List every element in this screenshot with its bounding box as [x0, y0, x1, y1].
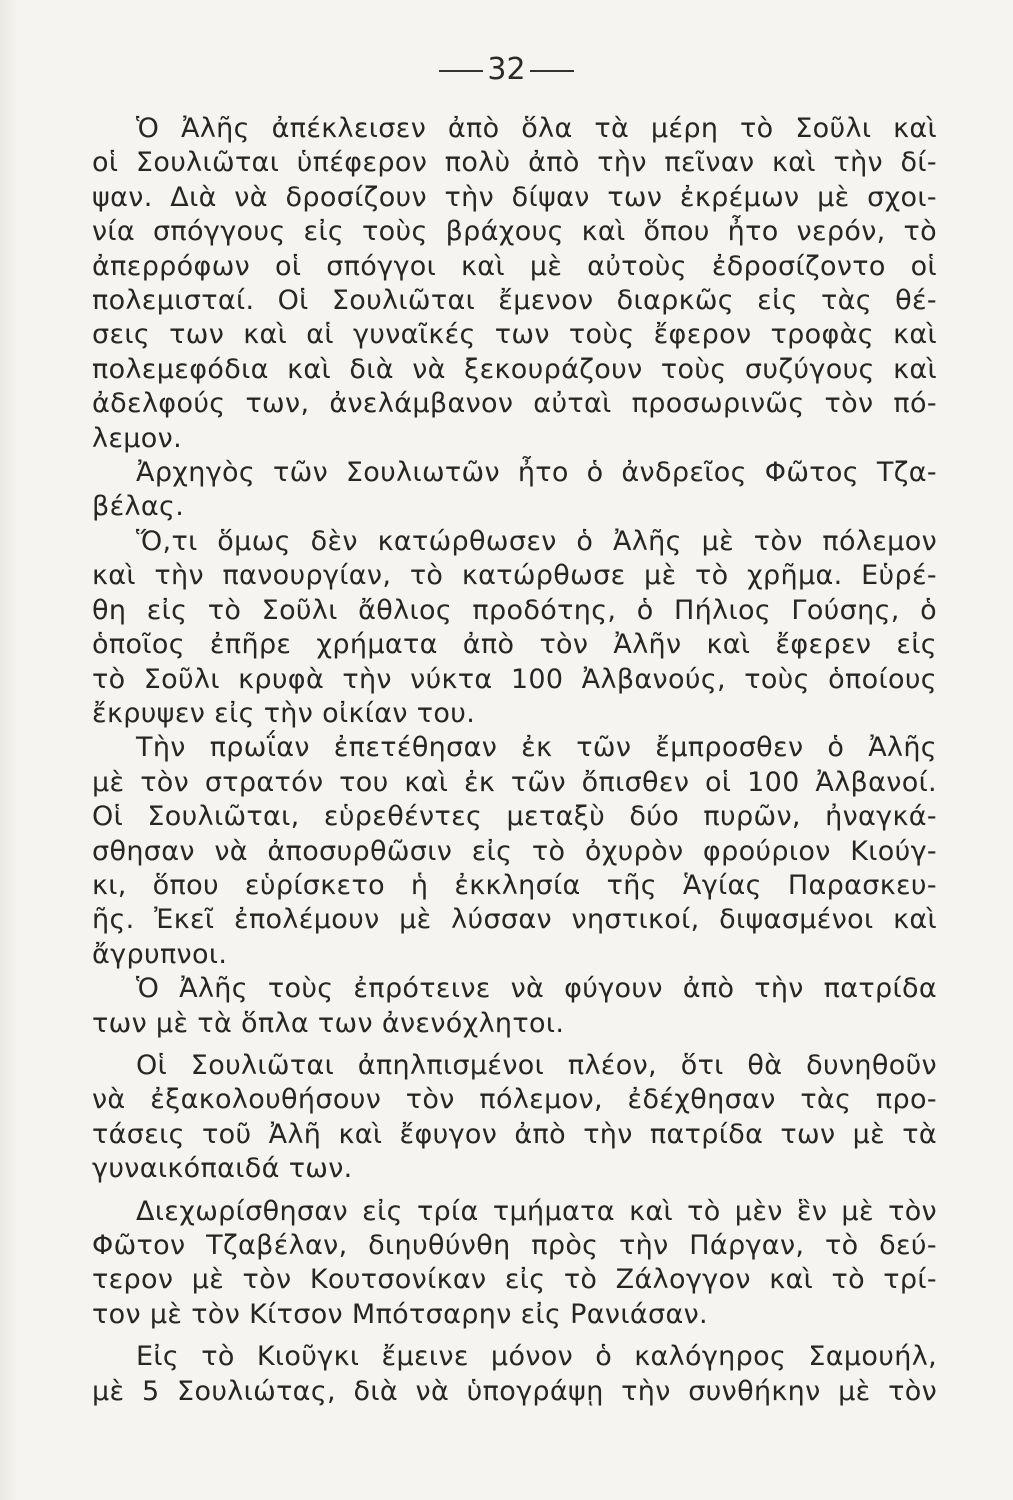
text-line: μὲ 5 Σουλιώτας, διὰ νὰ ὑπογράψῃ τὴν συνθήκην μὲ τὸν: [92, 1375, 937, 1407]
page-number-left-dash: [439, 70, 483, 72]
text-line: των μὲ τὰ ὅπλα των ἀνενόχλητοι.: [92, 1007, 565, 1039]
text-line: ὁποῖος ἐπῆρε χρήματα ἀπὸ τὸν Ἀλῆν καὶ ἔφερεν εἰς: [92, 629, 937, 661]
page-number-right-dash: [530, 70, 574, 72]
text-line: Ὁ Ἀλῆς ἀπέκλεισεν ἀπὸ ὅλα τὰ μέρη τὸ Σοῦλι καὶ: [136, 113, 937, 144]
text-line: κι, ὅπου εὑρίσκετο ἡ ἐκκλησία τῆς Ἁγίας Παρασκευ-: [92, 869, 937, 901]
body-text: [92, 112, 937, 1409]
text-line: ἀδελφούς των, ἀνελάμβανον αὐταὶ προσωρινῶς τὸν πό-: [92, 388, 937, 420]
text-line: Ἀρχηγὸς τῶν Σουλιωτῶν ἦτο ὁ ἀνδρεῖος Φῶτος Τζα-: [136, 457, 937, 489]
text-line: λεμον.: [92, 422, 183, 454]
text-line: Ὅ,τι ὅμως δὲν κατώρθωσεν ὁ Ἀλῆς μὲ τὸν πόλεμον: [136, 525, 937, 557]
text-line: σεις των καὶ αἱ γυναῖκές των τοὺς ἔφερον τροφὰς καὶ: [92, 319, 937, 351]
text-line: σθησαν νὰ ἀποσυρθῶσιν εἰς τὸ ὀχυρὸν φρούριον Κιούγ-: [92, 835, 937, 867]
text-line: πολεμεφόδια καὶ διὰ νὰ ξεκουράζουν τοὺς συζύγους καὶ: [92, 353, 937, 385]
text-line: βέλας.: [92, 491, 185, 523]
text-line: τὸ Σοῦλι κρυφὰ τὴν νύκτα 100 Ἀλβανούς, τοὺς ὁποίους: [92, 663, 937, 695]
page-number-value: 32: [487, 52, 526, 87]
text-line: οἱ Σουλιῶται ὑπέφερον πολὺ ἀπὸ τὴν πεῖναν καὶ τὴν δί-: [92, 147, 937, 179]
text-line: νία σπόγγους εἰς τοὺς βράχους καὶ ὅπου ἦτο νερόν, τὸ: [92, 216, 937, 248]
text-line: Διεχωρίσθησαν εἰς τρία τμήματα καὶ τὸ μὲν ἓν μὲ τὸν: [136, 1195, 937, 1227]
text-line: ἄγρυπνοι.: [92, 938, 228, 970]
text-line: ἀπερρόφων οἱ σπόγγοι καὶ μὲ αὐτοὺς ἐδροσίζοντο οἱ: [92, 250, 937, 282]
text-line: Φῶτον Τζαβέλαν, διηυθύνθη πρὸς τὴν Πάργαν, τὸ δεύ-: [92, 1230, 937, 1261]
text-line: Οἱ Σουλιῶται, εὑρεθέντες μεταξὺ δύο πυρῶν, ἠναγκά-: [92, 801, 937, 833]
text-line: πολεμισταί. Οἱ Σουλιῶται ἔμενον διαρκῶς εἰς τὰς θέ-: [92, 285, 937, 317]
page-number: [0, 52, 1013, 87]
text-line: ἔκρυψεν εἰς τὴν οἰκίαν του.: [92, 697, 476, 729]
text-line: Τὴν πρωΐαν ἐπετέθησαν ἐκ τῶν ἔμπροσθεν ὁ Ἀλῆς: [136, 732, 937, 764]
text-line: νὰ ἐξακολουθήσουν τὸν πόλεμον, ἐδέχθησαν τὰς προ-: [92, 1084, 937, 1116]
text-line: ψαν. Διὰ νὰ δροσίζουν τὴν δίψαν των ἐκρέμων μὲ σχοι-: [92, 181, 937, 213]
text-line: τον μὲ τὸν Κίτσον Μπότσαρην εἰς Ρανιάσαν.: [92, 1298, 708, 1330]
text-line: ῆς. Ἐκεῖ ἐπολέμουν μὲ λύσσαν νηστικοί, διψασμένοι καὶ: [92, 904, 937, 936]
text-line: τερον μὲ τὸν Κουτσονίκαν εἰς τὸ Ζάλογγον καὶ τὸ τρί-: [92, 1264, 937, 1296]
text-line: μὲ τὸν στρατόν του καὶ ἐκ τῶν ὄπισθεν οἱ 100 Ἀλβανοί.: [92, 766, 937, 798]
text-line: θη εἰς τὸ Σοῦλι ἄθλιος προδότης, ὁ Πήλιος Γούσης, ὁ: [92, 594, 937, 626]
text-line: Ὁ Ἀλῆς τοὺς ἐπρότεινε νὰ φύγουν ἀπὸ τὴν πατρίδα: [136, 973, 937, 1005]
text-line: τάσεις τοῦ Ἀλῆ καὶ ἔφυγον ἀπὸ τὴν πατρίδα των μὲ τὰ: [92, 1118, 937, 1150]
text-line: γυναικόπαιδά των.: [92, 1153, 353, 1185]
text-line: Οἱ Σουλιῶται ἀπηλπισμένοι πλέον, ὅτι θὰ δυνηθοῦν: [136, 1049, 937, 1081]
text-line: Εἰς τὸ Κιοῦγκι ἔμεινε μόνον ὁ καλόγηρος Σαμουήλ,: [136, 1341, 937, 1373]
page-edge-shadow: [0, 0, 18, 1500]
text-line: καὶ τὴν πανουργίαν, τὸ κατώρθωσε μὲ τὸ χρῆμα. Εὑρέ-: [92, 560, 937, 592]
